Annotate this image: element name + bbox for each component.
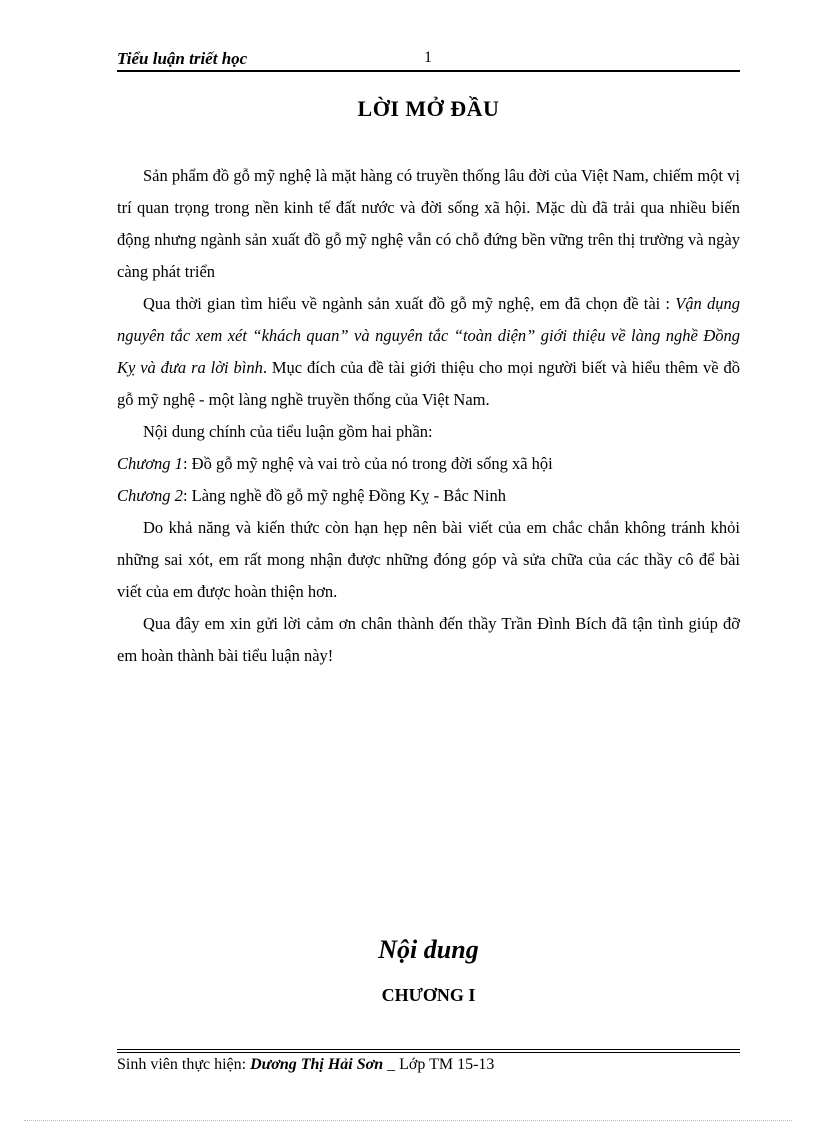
body-text: [117, 160, 740, 672]
topic-title: Vận dụng nguyên tắc xem xét “khách quan” và nguyên tắc “toàn diện” giới thiệu về làng nghề Đồng Kỵ và đưa ra lời bình: [117, 294, 740, 377]
footer-author: Dương Thị Hải Sơn: [250, 1056, 384, 1073]
topic-lead-text: Qua thời gian tìm hiểu về ngành sản xuất đồ gỗ mỹ nghệ, em đã chọn đề tài :: [143, 294, 676, 313]
section-title: Nội dung: [378, 935, 479, 964]
page-edge-divider: [24, 1120, 792, 1121]
header-rule: [117, 70, 740, 72]
header-title: Tiểu luận triết học: [117, 49, 248, 68]
paragraph-thanks: Qua đây em xin gửi lời cảm ơn chân thành đến thầy Trần Đình Bích đã tận tình giúp đỡ em hoàn thành bài tiểu luận này!: [117, 614, 740, 665]
chapter-1-text: : Đồ gỗ mỹ nghệ và vai trò của nó trong đời sống xã hội: [182, 454, 553, 473]
page-heading: LỜI MỞ ĐẦU: [357, 96, 500, 121]
footer-class-info: _ Lớp TM 15-13: [383, 1056, 495, 1073]
footer: [117, 1056, 494, 1074]
chapter-2-label: Chương 2: [117, 486, 183, 505]
paragraph-topic: [117, 288, 740, 416]
page-number: 1: [424, 49, 432, 66]
chapter-1-line: [117, 448, 740, 480]
chapter-1-label: Chương 1: [117, 454, 183, 473]
chapter-2-text: : Làng nghề đồ gỗ mỹ nghệ Đồng Kỵ - Bắc Ninh: [182, 486, 507, 505]
paragraph-intro: Sản phẩm đồ gỗ mỹ nghệ là mặt hàng có truyền thống lâu đời của Việt Nam, chiếm một vị trí quan trọng trong nền kinh tế đất nước và đời sống xã hội. Mặc dù đã trải qua nhiều biến động nhưng ngành sản xuất đồ gỗ mỹ nghệ vẫn có chỗ đứng bền vững trên thị trường và ngày càng phát triển: [117, 166, 740, 281]
footer-label: Sinh viên thực hiện:: [117, 1056, 251, 1073]
footer-rule-top: [117, 1049, 740, 1050]
chapter-heading: CHƯƠNG I: [381, 985, 476, 1005]
chapter-2-line: [117, 480, 740, 512]
topic-purpose-text: . Mục đích của đề tài giới thiệu cho mọi người biết và hiểu thêm về đồ gỗ mỹ nghệ - một làng nghề truyền thống của Việt Nam.: [117, 358, 740, 409]
paragraph-contents-intro: Nội dung chính của tiểu luận gồm hai phần:: [143, 422, 433, 441]
paragraph-apology: Do khả năng và kiến thức còn hạn hẹp nên bài viết của em chắc chắn không tránh khỏi những sai xót, em rất mong nhận được những đóng góp và sửa chữa của các thầy cô để bài viết của em được hoàn thiện hơn.: [117, 518, 740, 601]
footer-rule-bottom: [117, 1052, 740, 1053]
